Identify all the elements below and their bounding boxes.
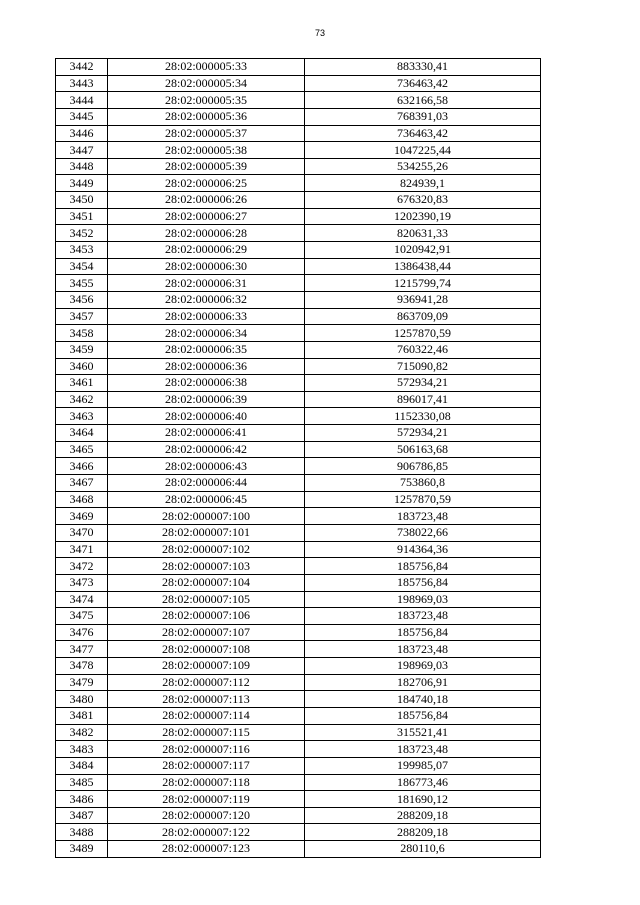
table-row bbox=[56, 242, 541, 259]
cadastral-number-cell: 28:02:000007:102 bbox=[108, 541, 305, 558]
row-number-cell: 3474 bbox=[56, 591, 108, 608]
table-row bbox=[56, 741, 541, 758]
cadastral-number-cell: 28:02:000007:120 bbox=[108, 807, 305, 824]
value-cell: 185756,84 bbox=[305, 558, 541, 575]
cadastral-number-cell: 28:02:000007:114 bbox=[108, 707, 305, 724]
row-number-cell: 3465 bbox=[56, 441, 108, 458]
value-cell: 280110,6 bbox=[305, 841, 541, 858]
table-row bbox=[56, 757, 541, 774]
value-cell: 181690,12 bbox=[305, 791, 541, 808]
value-cell: 736463,42 bbox=[305, 75, 541, 92]
table-row bbox=[56, 358, 541, 375]
cadastral-number-cell: 28:02:000007:113 bbox=[108, 691, 305, 708]
table-row bbox=[56, 142, 541, 159]
value-cell: 1152330,08 bbox=[305, 408, 541, 425]
table-row bbox=[56, 75, 541, 92]
value-cell: 768391,03 bbox=[305, 108, 541, 125]
table-row bbox=[56, 524, 541, 541]
table-row bbox=[56, 291, 541, 308]
table-row bbox=[56, 558, 541, 575]
row-number-cell: 3488 bbox=[56, 824, 108, 841]
cadastral-number-cell: 28:02:000006:26 bbox=[108, 192, 305, 209]
table-row bbox=[56, 59, 541, 76]
row-number-cell: 3452 bbox=[56, 225, 108, 242]
table-row bbox=[56, 724, 541, 741]
value-cell: 883330,41 bbox=[305, 59, 541, 76]
table-row bbox=[56, 574, 541, 591]
value-cell: 1215799,74 bbox=[305, 275, 541, 292]
value-cell: 896017,41 bbox=[305, 391, 541, 408]
value-cell: 1202390,19 bbox=[305, 208, 541, 225]
value-cell: 288209,18 bbox=[305, 824, 541, 841]
table-row bbox=[56, 425, 541, 442]
row-number-cell: 3451 bbox=[56, 208, 108, 225]
cadastral-number-cell: 28:02:000007:100 bbox=[108, 508, 305, 525]
table-row bbox=[56, 408, 541, 425]
value-cell: 738022,66 bbox=[305, 524, 541, 541]
cadastral-number-cell: 28:02:000005:35 bbox=[108, 92, 305, 109]
table-row bbox=[56, 308, 541, 325]
table-row bbox=[56, 841, 541, 858]
cadastral-number-cell: 28:02:000007:119 bbox=[108, 791, 305, 808]
cadastral-number-cell: 28:02:000006:30 bbox=[108, 258, 305, 275]
table-row bbox=[56, 707, 541, 724]
row-number-cell: 3453 bbox=[56, 242, 108, 259]
cadastral-number-cell: 28:02:000006:44 bbox=[108, 475, 305, 492]
value-cell: 936941,28 bbox=[305, 291, 541, 308]
value-cell: 572934,21 bbox=[305, 425, 541, 442]
value-cell: 1047225,44 bbox=[305, 142, 541, 159]
table-row bbox=[56, 674, 541, 691]
value-cell: 183723,48 bbox=[305, 641, 541, 658]
cadastral-number-cell: 28:02:000006:33 bbox=[108, 308, 305, 325]
table-row bbox=[56, 125, 541, 142]
cadastral-number-cell: 28:02:000007:103 bbox=[108, 558, 305, 575]
cadastral-number-cell: 28:02:000007:123 bbox=[108, 841, 305, 858]
row-number-cell: 3446 bbox=[56, 125, 108, 142]
value-cell: 198969,03 bbox=[305, 658, 541, 675]
table-row bbox=[56, 541, 541, 558]
cadastral-number-cell: 28:02:000005:39 bbox=[108, 158, 305, 175]
value-cell: 288209,18 bbox=[305, 807, 541, 824]
value-cell: 914364,36 bbox=[305, 541, 541, 558]
row-number-cell: 3444 bbox=[56, 92, 108, 109]
cadastral-number-cell: 28:02:000007:101 bbox=[108, 524, 305, 541]
row-number-cell: 3481 bbox=[56, 707, 108, 724]
value-cell: 506163,68 bbox=[305, 441, 541, 458]
table-row bbox=[56, 641, 541, 658]
cadastral-number-cell: 28:02:000006:29 bbox=[108, 242, 305, 259]
value-cell: 186773,46 bbox=[305, 774, 541, 791]
cadastral-number-cell: 28:02:000006:27 bbox=[108, 208, 305, 225]
row-number-cell: 3458 bbox=[56, 325, 108, 342]
row-number-cell: 3456 bbox=[56, 291, 108, 308]
table-row bbox=[56, 608, 541, 625]
table-row bbox=[56, 591, 541, 608]
row-number-cell: 3449 bbox=[56, 175, 108, 192]
value-cell: 183723,48 bbox=[305, 508, 541, 525]
cadastral-number-cell: 28:02:000007:108 bbox=[108, 641, 305, 658]
row-number-cell: 3442 bbox=[56, 59, 108, 76]
row-number-cell: 3487 bbox=[56, 807, 108, 824]
table-row bbox=[56, 175, 541, 192]
row-number-cell: 3447 bbox=[56, 142, 108, 159]
value-cell: 760322,46 bbox=[305, 341, 541, 358]
value-cell: 736463,42 bbox=[305, 125, 541, 142]
row-number-cell: 3460 bbox=[56, 358, 108, 375]
table-body bbox=[56, 59, 541, 858]
cadastral-number-cell: 28:02:000006:45 bbox=[108, 491, 305, 508]
value-cell: 199985,07 bbox=[305, 757, 541, 774]
row-number-cell: 3467 bbox=[56, 475, 108, 492]
value-cell: 715090,82 bbox=[305, 358, 541, 375]
row-number-cell: 3466 bbox=[56, 458, 108, 475]
cadastral-number-cell: 28:02:000007:115 bbox=[108, 724, 305, 741]
value-cell: 534255,26 bbox=[305, 158, 541, 175]
cadastral-number-cell: 28:02:000007:107 bbox=[108, 624, 305, 641]
table-row bbox=[56, 774, 541, 791]
row-number-cell: 3462 bbox=[56, 391, 108, 408]
value-cell: 676320,83 bbox=[305, 192, 541, 209]
row-number-cell: 3482 bbox=[56, 724, 108, 741]
cadastral-number-cell: 28:02:000007:106 bbox=[108, 608, 305, 625]
row-number-cell: 3478 bbox=[56, 658, 108, 675]
table-row bbox=[56, 275, 541, 292]
cadastral-number-cell: 28:02:000005:33 bbox=[108, 59, 305, 76]
cadastral-number-cell: 28:02:000006:42 bbox=[108, 441, 305, 458]
cadastral-number-cell: 28:02:000007:117 bbox=[108, 757, 305, 774]
value-cell: 820631,33 bbox=[305, 225, 541, 242]
row-number-cell: 3448 bbox=[56, 158, 108, 175]
value-cell: 906786,85 bbox=[305, 458, 541, 475]
value-cell: 182706,91 bbox=[305, 674, 541, 691]
table-row bbox=[56, 375, 541, 392]
row-number-cell: 3486 bbox=[56, 791, 108, 808]
value-cell: 824939,1 bbox=[305, 175, 541, 192]
cadastral-number-cell: 28:02:000007:116 bbox=[108, 741, 305, 758]
value-cell: 185756,84 bbox=[305, 624, 541, 641]
row-number-cell: 3468 bbox=[56, 491, 108, 508]
value-cell: 183723,48 bbox=[305, 741, 541, 758]
table-row bbox=[56, 824, 541, 841]
table-row bbox=[56, 325, 541, 342]
table-row bbox=[56, 691, 541, 708]
row-number-cell: 3484 bbox=[56, 757, 108, 774]
value-cell: 572934,21 bbox=[305, 375, 541, 392]
table-row bbox=[56, 192, 541, 209]
value-cell: 184740,18 bbox=[305, 691, 541, 708]
row-number-cell: 3483 bbox=[56, 741, 108, 758]
row-number-cell: 3480 bbox=[56, 691, 108, 708]
row-number-cell: 3455 bbox=[56, 275, 108, 292]
cadastral-number-cell: 28:02:000007:118 bbox=[108, 774, 305, 791]
table-row bbox=[56, 791, 541, 808]
cadastral-number-cell: 28:02:000006:25 bbox=[108, 175, 305, 192]
cadastral-number-cell: 28:02:000007:109 bbox=[108, 658, 305, 675]
value-cell: 863709,09 bbox=[305, 308, 541, 325]
row-number-cell: 3443 bbox=[56, 75, 108, 92]
row-number-cell: 3445 bbox=[56, 108, 108, 125]
table-row bbox=[56, 391, 541, 408]
table-row bbox=[56, 341, 541, 358]
table-row bbox=[56, 158, 541, 175]
cadastral-number-cell: 28:02:000007:105 bbox=[108, 591, 305, 608]
cadastral-number-cell: 28:02:000006:34 bbox=[108, 325, 305, 342]
cadastral-number-cell: 28:02:000006:41 bbox=[108, 425, 305, 442]
page-number: 73 bbox=[314, 28, 325, 38]
value-cell: 753860,8 bbox=[305, 475, 541, 492]
table-row bbox=[56, 508, 541, 525]
table-row bbox=[56, 208, 541, 225]
cadastral-number-cell: 28:02:000006:36 bbox=[108, 358, 305, 375]
table-row bbox=[56, 108, 541, 125]
table-row bbox=[56, 441, 541, 458]
row-number-cell: 3477 bbox=[56, 641, 108, 658]
row-number-cell: 3471 bbox=[56, 541, 108, 558]
cadastral-number-cell: 28:02:000006:39 bbox=[108, 391, 305, 408]
cadastral-number-cell: 28:02:000006:35 bbox=[108, 341, 305, 358]
value-cell: 1020942,91 bbox=[305, 242, 541, 259]
row-number-cell: 3450 bbox=[56, 192, 108, 209]
row-number-cell: 3461 bbox=[56, 375, 108, 392]
cadastral-number-cell: 28:02:000005:38 bbox=[108, 142, 305, 159]
table-row bbox=[56, 807, 541, 824]
table-row bbox=[56, 624, 541, 641]
row-number-cell: 3475 bbox=[56, 608, 108, 625]
cadastral-number-cell: 28:02:000006:28 bbox=[108, 225, 305, 242]
cadastral-number-cell: 28:02:000005:36 bbox=[108, 108, 305, 125]
row-number-cell: 3459 bbox=[56, 341, 108, 358]
row-number-cell: 3479 bbox=[56, 674, 108, 691]
cadastral-number-cell: 28:02:000007:122 bbox=[108, 824, 305, 841]
row-number-cell: 3469 bbox=[56, 508, 108, 525]
row-number-cell: 3489 bbox=[56, 841, 108, 858]
value-cell: 1257870,59 bbox=[305, 491, 541, 508]
row-number-cell: 3473 bbox=[56, 574, 108, 591]
table-row bbox=[56, 258, 541, 275]
table-row bbox=[56, 658, 541, 675]
value-cell: 1257870,59 bbox=[305, 325, 541, 342]
value-cell: 315521,41 bbox=[305, 724, 541, 741]
value-cell: 185756,84 bbox=[305, 574, 541, 591]
row-number-cell: 3454 bbox=[56, 258, 108, 275]
table-row bbox=[56, 475, 541, 492]
row-number-cell: 3457 bbox=[56, 308, 108, 325]
row-number-cell: 3476 bbox=[56, 624, 108, 641]
table-row bbox=[56, 92, 541, 109]
table-row bbox=[56, 458, 541, 475]
value-cell: 183723,48 bbox=[305, 608, 541, 625]
row-number-cell: 3463 bbox=[56, 408, 108, 425]
value-cell: 1386438,44 bbox=[305, 258, 541, 275]
table-row bbox=[56, 491, 541, 508]
value-cell: 185756,84 bbox=[305, 707, 541, 724]
data-table bbox=[55, 58, 541, 858]
table-row bbox=[56, 225, 541, 242]
row-number-cell: 3470 bbox=[56, 524, 108, 541]
value-cell: 198969,03 bbox=[305, 591, 541, 608]
value-cell: 632166,58 bbox=[305, 92, 541, 109]
cadastral-number-cell: 28:02:000007:112 bbox=[108, 674, 305, 691]
row-number-cell: 3485 bbox=[56, 774, 108, 791]
cadastral-number-cell: 28:02:000007:104 bbox=[108, 574, 305, 591]
cadastral-number-cell: 28:02:000006:38 bbox=[108, 375, 305, 392]
cadastral-number-cell: 28:02:000006:31 bbox=[108, 275, 305, 292]
row-number-cell: 3464 bbox=[56, 425, 108, 442]
cadastral-number-cell: 28:02:000006:40 bbox=[108, 408, 305, 425]
cadastral-number-cell: 28:02:000005:37 bbox=[108, 125, 305, 142]
cadastral-number-cell: 28:02:000006:43 bbox=[108, 458, 305, 475]
row-number-cell: 3472 bbox=[56, 558, 108, 575]
cadastral-number-cell: 28:02:000006:32 bbox=[108, 291, 305, 308]
cadastral-number-cell: 28:02:000005:34 bbox=[108, 75, 305, 92]
